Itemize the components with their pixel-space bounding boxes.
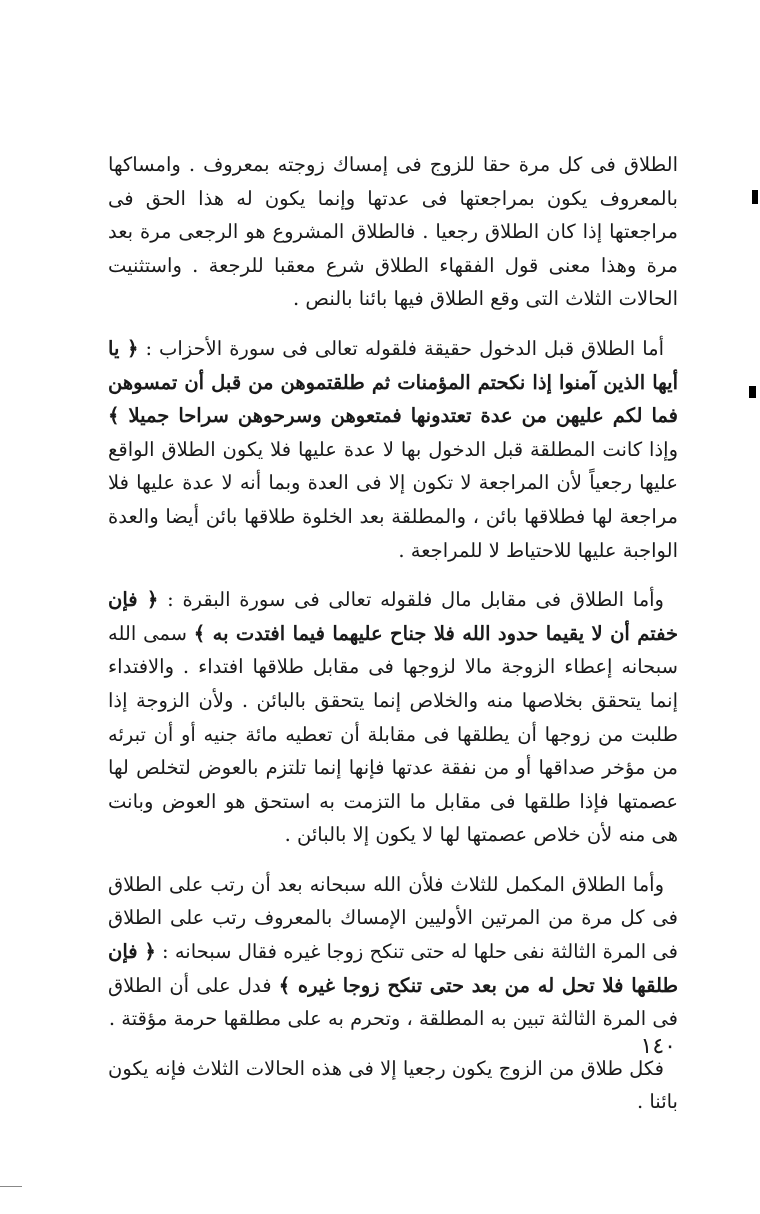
quran-verse-third-divorce: ﴿ فإن طلقها فلا تحل له من بعد حتى تنكح زوجا غيره ﴾ — [108, 940, 678, 997]
paragraph-3-text-b: سمى الله سبحانه إعطاء الزوجة مالا لزوجها فى مقابل طلاقها افتداء . والافتداء إنما يتحقق بخلاصها منه والخلاص إنما يتحقق بالبائن . ولأن الزوجة إذا طلبت من زوجها أن يطلقها فى مقابلة أن تعطيه مائة جنيه أو أن تبرئه من مؤخر صداقها أو من نفقة عدتها فإنها إنما تلتزم بالعوض لتخلص لها عصمتها فإذا طلقها فى مقابل ما التزمت به استحق هو العوض وبانت هى منه لأن خلاص عصمتها لها لا يكون إلا بالبائن . — [108, 621, 678, 847]
scan-mark-1 — [752, 190, 758, 204]
quran-verse-baqara: ﴿ فإن خفتم أن لا يقيما حدود الله فلا جناح عليهما فيما افتدت به ﴾ — [108, 588, 678, 645]
scan-mark-3 — [0, 1186, 22, 1187]
paragraph-3 — [108, 583, 678, 852]
page-body — [108, 148, 678, 1135]
scan-mark-2 — [749, 386, 756, 398]
paragraph-2-text-a: أما الطلاق قبل الدخول حقيقة فلقوله تعالى فى سورة الأحزاب : — [138, 336, 664, 360]
paragraph-5-text: فكل طلاق من الزوج يكون رجعيا إلا فى هذه الحالات الثلاث فإنه يكون بائنا . — [108, 1056, 678, 1114]
paragraph-4-text-b: فدل على أن الطلاق فى المرة الثالثة تبين به المطلقة ، وتحرم به على مطلقها حرمة مؤقتة . — [108, 973, 678, 1031]
paragraph-2-text-b: وإذا كانت المطلقة قبل الدخول بها لا عدة عليها فلا يكون الطلاق الواقع عليها رجعياً لأن المراجعة لا تكون إلا فى العدة وبما أنه لا عدة عليها فلا مراجعة لها فطلاقها بائن ، والمطلقة بعد الخلوة طلاقها بائن أيضا والعدة الواجبة عليها للاحتياط لا للمراجعة . — [108, 437, 678, 562]
paragraph-3-text-a: وأما الطلاق فى مقابل مال فلقوله تعالى فى سورة البقرة : — [158, 588, 664, 612]
page-number: ١٤٠ — [640, 1034, 676, 1059]
quran-verse-ahzab: ﴿ يا أيها الذين آمنوا إذا نكحتم المؤمنات ثم طلقتموهن من قبل أن تمسوهن فما لكم عليهن من عدة تعتدونها فمتعوهن وسرحوهن سراحا جميلا ﴾ — [108, 336, 678, 428]
paragraph-1-text: الطلاق فى كل مرة حقا للزوج فى إمساك زوجته بمعروف . وامساكها بالمعروف يكون بمراجعتها فى عدتها وإنما يكون له هذا الحق فى مراجعتها إذا كان الطلاق رجعيا . فالطلاق المشروع هو الرجعى مرة بعد مرة وهذا معنى قول الفقهاء الطلاق شرع معقبا للرجعة . واستثنيت الحالات الثلاث التى وقع الطلاق فيها بائنا بالنص . — [108, 153, 678, 311]
paragraph-2 — [108, 332, 678, 567]
paragraph-1 — [108, 148, 678, 316]
paragraph-5 — [108, 1052, 678, 1119]
paragraph-4-text-a: وأما الطلاق المكمل للثلاث فلأن الله سبحانه بعد أن رتب على الطلاق فى كل مرة من المرتين الأوليين الإمساك بالمعروف رتب على الطلاق فى المرة الثالثة نفى حلها له حتى تنكح زوجا غيره فقال سبحانه : — [108, 872, 678, 964]
paragraph-4 — [108, 868, 678, 1036]
